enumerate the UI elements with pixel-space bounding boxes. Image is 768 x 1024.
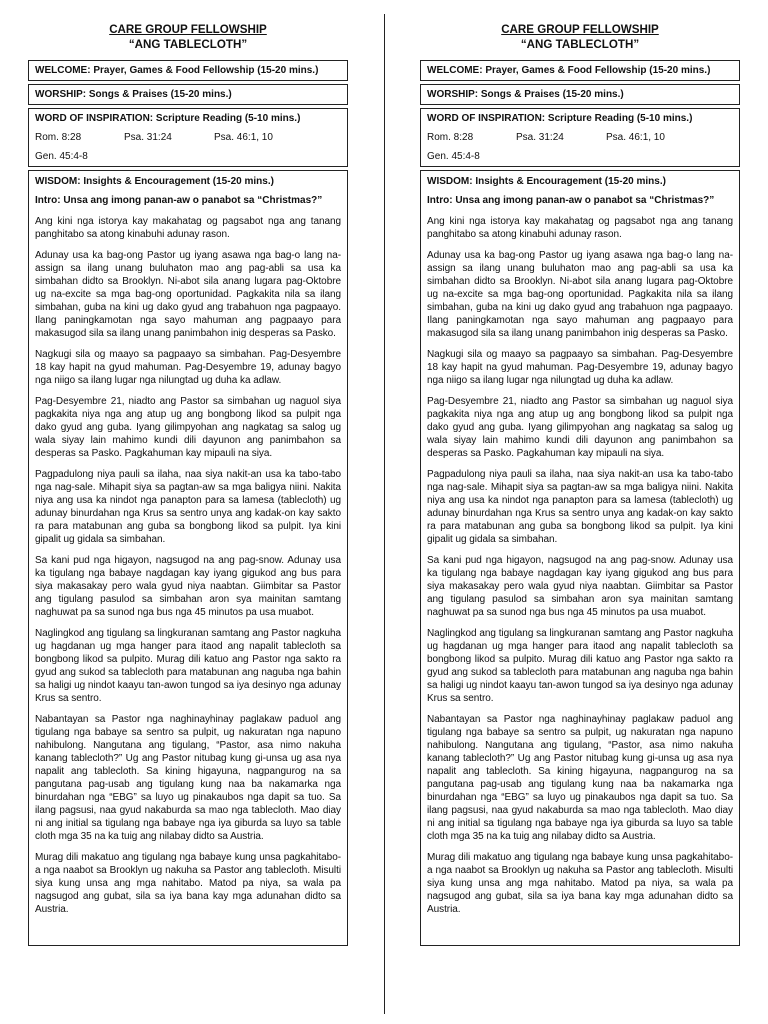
welcome-box [28, 60, 348, 81]
word-box [28, 108, 348, 167]
story-paragraph: Adunay usa ka bag-ong Pastor ug iyang asawa nga bag-o lang na-assign sa ilang unang buluhaton mao ang pag-abli sa usa ka simbahan didto sa Brooklyn. Ni-abot sila anang lugara pag-Oktobre ug na-excite sa mga bag-ong oportunidad. Pagkakita nila sa ilang simbahan, guba na kini ug dako gyud ang trabahuon nga pagpaayo. Ilang paningkamotan nga sayo mahuman ang pagpaayo para makasugod sila sa ilang unang panimbahon inig desperas sa Pasko. [35, 250, 341, 339]
page-title: CARE GROUP FELLOWSHIP [109, 23, 267, 36]
story-paragraph: Pagpadulong niya pauli sa ilaha, naa siya nakit-an usa ka tabo-tabo nga nag-sale. Mihapit siya sa pagtan-aw sa mga baligya niini. Nakita niya ang usa ka nindot nga panapton para sa lamesa (tablecloth) ug adunay binurdahan nga Krus sa sentro unya ang kadak-on kay sakto ra para matabunan ang guba sa bongbong likod sa pulpit. Iya kini gipalit ug gidala sa simbahan. [35, 469, 341, 545]
wisdom-box [420, 170, 740, 946]
story-paragraph: Sa kani pud nga higayon, nagsugod na ang pag-snow. Adunay usa ka tigulang nga babaye nagdagan kay iyang gigukod ang bus para siya makasakay pero wala gyud niya naabtan. Giimbitar sa Pastor ang tigulang pasulod sa simbahan aron sya mainitan samtang naghuwat pa sa sunod nga bus nga 45 minutos pa usa muabot. [427, 555, 733, 618]
wisdom-label: WISDOM: [35, 176, 81, 187]
page-subtitle: “ANG TABLECLOTH” [520, 38, 640, 51]
worship-label: WORSHIP: [427, 89, 479, 100]
welcome-label: WELCOME: [35, 65, 91, 76]
story-paragraph: Pag-Desyembre 21, niadto ang Pastor sa simbahan ug naguol siya pagkakita niya nga ang atup ug ang bongbong likod sa pulpit nga dako gyud ang guba. Iyang gilimpyohan ang nagkatag sa salog ug wala siyay lain mahimo kundi dili dayunon ang panimbahon sa desperas sa Pasko. Pagkahuman kay mipauli na siya. [35, 396, 341, 459]
scripture-ref: Gen. 45:4-8 [427, 151, 480, 162]
wisdom-text: Insights & Encouragement (15-20 mins.) [83, 176, 274, 187]
story-paragraph: Murag dili makatuo ang tigulang nga babaye kung unsa pagkahitabo-a nga naabot sa Brooklyn ug nakuha sa Pastor ang tablecloth. Misulti siya kung unsa ang mga nahitabo. Matod pa niya, sa wala pa nagsugod ang gubat, sila sa iya bana kay mga adunahan didto sa Austria. [427, 852, 733, 915]
scripture-ref: Psa. 31:24 [516, 132, 564, 143]
worship-box [420, 84, 740, 105]
wisdom-text: Insights & Encouragement (15-20 mins.) [475, 176, 666, 187]
story-paragraph: Ang kini nga istorya kay makahatag og pagsabot nga ang tanang panghitabo sa atong kinabuhi adunay rason. [427, 216, 733, 240]
word-text: Scripture Reading (5-10 mins.) [155, 113, 301, 124]
left-column [28, 22, 348, 949]
welcome-box [420, 60, 740, 81]
story-paragraph: Pagpadulong niya pauli sa ilaha, naa siya nakit-an usa ka tabo-tabo nga nag-sale. Mihapit siya sa pagtan-aw sa mga baligya niini. Nakita niya ang usa ka nindot nga panapton para sa lamesa (tablecloth) ug adunay binurdahan nga Krus sa sentro unya ang kadak-on kay sakto ra para matabunan ang guba sa bongbong likod sa pulpit. Iya kini gipalit ug gidala sa simbahan. [427, 469, 733, 545]
word-text: Scripture Reading (5-10 mins.) [547, 113, 693, 124]
scripture-refs [35, 131, 341, 144]
page-subtitle: “ANG TABLECLOTH” [128, 38, 248, 51]
scripture-ref: Psa. 31:24 [124, 132, 172, 143]
scripture-ref: Psa. 46:1, 10 [606, 132, 665, 143]
wisdom-label: WISDOM: [427, 176, 473, 187]
story-paragraph: Murag dili makatuo ang tigulang nga babaye kung unsa pagkahitabo-a nga naabot sa Brooklyn ug nakuha sa Pastor ang tablecloth. Misulti siya kung unsa ang mga nahitabo. Matod pa niya, sa wala pa nagsugod ang gubat, sila sa iya bana kay mga adunahan didto sa Austria. [35, 852, 341, 915]
story-paragraph: Naglingkod ang tigulang sa lingkuranan samtang ang Pastor nagkuha ug hagdanan ug mga hanger para itaod ang napalit tablecloth sa bongbong likod sa pulpito. Murag dili katuo ang Pastor nga sakto ra gyud ang sukod sa tablecloth para matabunan ang naguba nga bahin sa haligi ug nindot kaayu tan-awon tungod sa iya desinyo nga adunay Krus sa sentro. [427, 628, 733, 704]
header [420, 22, 740, 52]
scripture-refs [427, 131, 733, 144]
worship-label: WORSHIP: [35, 89, 87, 100]
story-paragraph: Nagkugi sila og maayo sa pagpaayo sa simbahan. Pag-Desyembre 18 kay hapit na gyud mahuman. Pag-Desyembre 19, adunay bagyo nga niigo sa ilang lugar nga nilungtad ug duha ka adlaw. [427, 349, 733, 386]
welcome-text: Prayer, Games & Food Fellowship (15-20 mins.) [485, 65, 711, 76]
header [28, 22, 348, 52]
worship-text: Songs & Praises (15-20 mins.) [480, 89, 624, 100]
story-paragraph: Nagkugi sila og maayo sa pagpaayo sa simbahan. Pag-Desyembre 18 kay hapit na gyud mahuman. Pag-Desyembre 19, adunay bagyo nga niigo sa ilang lugar nga nilungtad ug duha ka adlaw. [35, 349, 341, 386]
intro-question: Intro: Unsa ang imong panan-aw o panabot sa “Christmas?” [35, 195, 323, 206]
page-title: CARE GROUP FELLOWSHIP [501, 23, 659, 36]
worship-box [28, 84, 348, 105]
scripture-ref: Gen. 45:4-8 [35, 151, 88, 162]
right-column [420, 22, 740, 949]
intro-question: Intro: Unsa ang imong panan-aw o panabot sa “Christmas?” [427, 195, 715, 206]
story-paragraph: Naglingkod ang tigulang sa lingkuranan samtang ang Pastor nagkuha ug hagdanan ug mga hanger para itaod ang napalit tablecloth sa bongbong likod sa pulpito. Murag dili katuo ang Pastor nga sakto ra gyud ang sukod sa tablecloth para matabunan ang naguba nga bahin sa haligi ug nindot kaayu tan-awon tungod sa iya desinyo nga adunay Krus sa sentro. [35, 628, 341, 704]
worship-text: Songs & Praises (15-20 mins.) [88, 89, 232, 100]
story-paragraph: Nabantayan sa Pastor nga naghinayhinay paglakaw paduol ang tigulang nga babaye sa sentro sa pulpit, ug nakuratan nga napuno nahibulong. Nangutana ang tigulang, “Pastor, asa nimo nakuha kanang tablecloth?” Ug ang Pastor nitubag kung gi-unsa ug asa nya napalit ang tablecloth. Sa kining higayuna, nagpangurog na sa pangutana pag-usab ang tigulang kung naa ba nakamarka nga binurdahan nga “EBG” sa luyo ug pinakaubos nga dapit sa tuo. Sa ilang pagsusi, naa gyud nakaburda sa mao nga tablecloth. Mao diay ni ang initial sa tigulang nga babaye nga iya giburda sa luyo sa table cloth mga 35 na ka tuig ang nilabay didto sa Austria. [427, 714, 733, 842]
story-paragraph: Adunay usa ka bag-ong Pastor ug iyang asawa nga bag-o lang na-assign sa ilang unang buluhaton mao ang pag-abli sa usa ka simbahan didto sa Brooklyn. Ni-abot sila anang lugara pag-Oktobre ug na-excite sa mga bag-ong oportunidad. Pagkakita nila sa ilang simbahan, guba na kini ug dako gyud ang trabahuon nga pagpaayo. Ilang paningkamotan nga sayo mahuman ang pagpaayo para makasugod sila sa ilang unang panimbahon inig desperas sa Pasko. [427, 250, 733, 339]
story-paragraph: Sa kani pud nga higayon, nagsugod na ang pag-snow. Adunay usa ka tigulang nga babaye nagdagan kay iyang gigukod ang bus para siya makasakay pero wala gyud niya naabtan. Giimbitar sa Pastor ang tigulang pasulod sa simbahan aron sya mainitan samtang naghuwat pa sa sunod nga bus nga 45 minutos pa usa muabot. [35, 555, 341, 618]
story-paragraph: Pag-Desyembre 21, niadto ang Pastor sa simbahan ug naguol siya pagkakita niya nga ang atup ug ang bongbong likod sa pulpit nga dako gyud ang guba. Iyang gilimpyohan ang nagkatag sa salog ug wala siyay lain mahimo kundi dili dayunon ang panimbahon sa desperas sa Pasko. Pagkahuman kay mipauli na siya. [427, 396, 733, 459]
word-box [420, 108, 740, 167]
wisdom-box [28, 170, 348, 946]
center-divider [384, 14, 385, 1014]
word-label: WORD OF INSPIRATION: [427, 113, 546, 124]
scripture-ref: Rom. 8:28 [35, 132, 82, 143]
word-label: WORD OF INSPIRATION: [35, 113, 154, 124]
scripture-ref: Rom. 8:28 [427, 132, 474, 143]
scripture-ref: Psa. 46:1, 10 [214, 132, 273, 143]
story-paragraph: Nabantayan sa Pastor nga naghinayhinay paglakaw paduol ang tigulang nga babaye sa sentro sa pulpit, ug nakuratan nga napuno nahibulong. Nangutana ang tigulang, “Pastor, asa nimo nakuha kanang tablecloth?” Ug ang Pastor nitubag kung gi-unsa ug asa nya napalit ang tablecloth. Sa kining higayuna, nagpangurog na sa pangutana pag-usab ang tigulang kung naa ba nakamarka nga binurdahan nga “EBG” sa luyo ug pinakaubos nga dapit sa tuo. Sa ilang pagsusi, naa gyud nakaburda sa mao nga tablecloth. Mao diay ni ang initial sa tigulang nga babaye nga iya giburda sa luyo sa table cloth mga 35 na ka tuig ang nilabay didto sa Austria. [35, 714, 341, 842]
story-paragraph: Ang kini nga istorya kay makahatag og pagsabot nga ang tanang panghitabo sa atong kinabuhi adunay rason. [35, 216, 341, 240]
welcome-label: WELCOME: [427, 65, 483, 76]
welcome-text: Prayer, Games & Food Fellowship (15-20 mins.) [93, 65, 319, 76]
